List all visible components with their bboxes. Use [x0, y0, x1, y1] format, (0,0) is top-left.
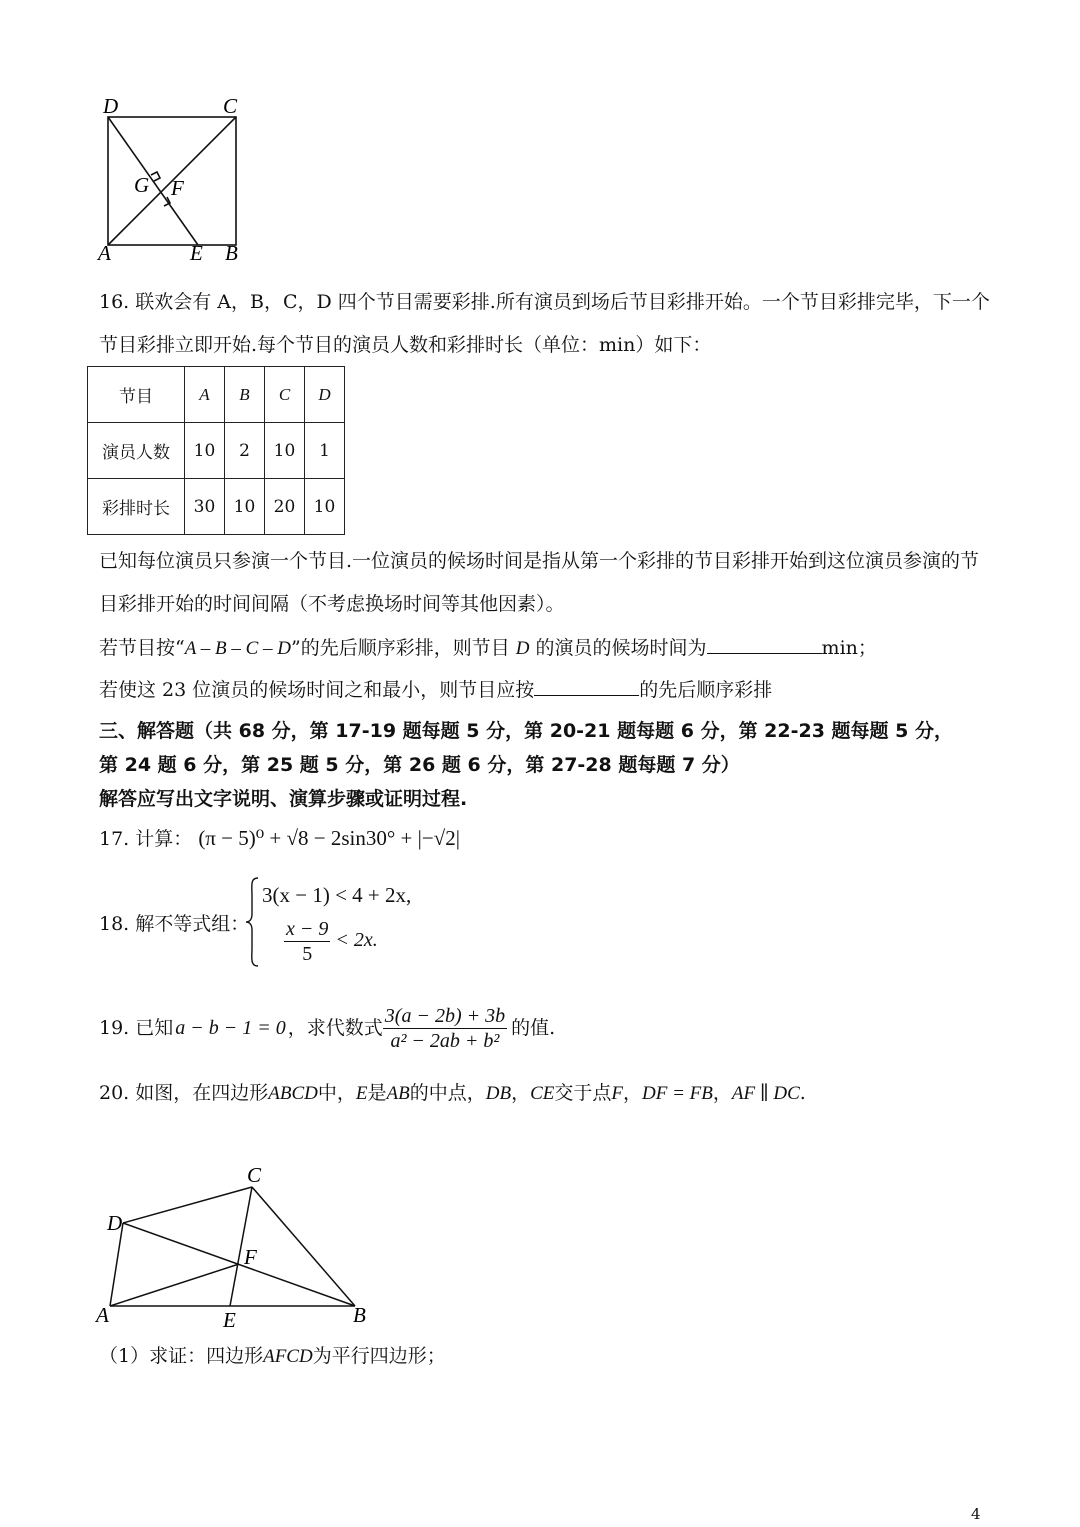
figure-quadrilateral	[95, 1160, 385, 1340]
label-a: A	[96, 1303, 109, 1327]
numerator: x − 9	[286, 918, 329, 940]
q17	[99, 826, 460, 851]
q18-inequality-1: 3(x − 1) < 4 + 2x,	[262, 883, 412, 907]
unit-text: min；	[821, 637, 877, 659]
q18-rhs: < 2x.	[335, 929, 378, 952]
text: 若节目按“	[99, 637, 185, 659]
table-cell: 节目	[88, 367, 185, 423]
table-cell: D	[305, 367, 345, 423]
label-g: G	[134, 173, 150, 197]
table-cell: C	[265, 367, 305, 423]
page-number: 4	[971, 1505, 981, 1523]
text: 中，	[317, 1082, 356, 1104]
table-row	[88, 423, 345, 479]
var: CE	[530, 1083, 555, 1104]
q18-inequality-2	[284, 917, 378, 966]
text: ，求代数式	[287, 1016, 383, 1039]
label-f: F	[171, 176, 184, 200]
text: 的值.	[511, 1016, 556, 1039]
q16-line3: 已知每位演员只参演一个节目.一位演员的候场时间是指从第一个彩排的节目彩排开始到这位演员参演的节	[99, 550, 980, 572]
segment-ad	[110, 1223, 123, 1306]
denominator: a² − 2ab + b²	[390, 1029, 500, 1052]
table-header-row	[88, 367, 345, 423]
numerator: 3(a − 2b) + 3b	[384, 1004, 506, 1027]
answer-blank-2[interactable]	[534, 677, 639, 696]
label-e: E	[190, 241, 203, 265]
table-cell: 10	[225, 479, 265, 535]
table-cell: A	[185, 367, 225, 423]
text: 的中点，	[409, 1082, 486, 1104]
label-c: C	[247, 1163, 262, 1187]
section3-title-2: 第 24 题 6 分，第 25 题 5 分，第 26 题 6 分，第 27-28 题每题 7 分）	[99, 754, 740, 776]
q16-question1	[99, 635, 877, 661]
label-a: A	[98, 241, 111, 265]
text: 20. 如图，在四边形	[99, 1082, 269, 1104]
q19	[99, 998, 555, 1058]
text: ，	[712, 1082, 732, 1104]
brace-icon	[244, 876, 262, 968]
table-row	[88, 479, 345, 535]
table-cell: 10	[265, 423, 305, 479]
q19-condition: a − b − 1 = 0	[175, 1017, 286, 1039]
label-f: F	[244, 1245, 257, 1269]
q20-statement	[99, 1082, 806, 1106]
text: 的先后顺序彩排	[639, 679, 773, 701]
q16-line2: 节目彩排立即开始.每个节目的演员人数和彩排时长（单位：min）如下：	[99, 334, 712, 356]
var: ABCD	[268, 1083, 318, 1104]
q17-label: 17. 计算：	[99, 828, 193, 850]
label-b: B	[225, 241, 238, 265]
var: AF ∥ DC	[731, 1083, 800, 1104]
q20-part1	[99, 1345, 446, 1369]
table-cell: 10	[185, 423, 225, 479]
segment-af	[110, 1264, 239, 1306]
label-e: E	[223, 1308, 236, 1332]
program-d: D	[515, 638, 530, 659]
label-d: D	[103, 95, 119, 118]
var: E	[355, 1083, 368, 1104]
segment-de	[108, 117, 198, 245]
q17-expression: (π − 5)⁰ + √8 − 2sin30° + |−√2|	[198, 826, 460, 850]
label-d: D	[107, 1211, 123, 1235]
text: ，	[623, 1082, 643, 1104]
section3-title-1: 三、解答题（共 68 分，第 17-19 题每题 5 分，第 20-21 题每题 6 分，第 22-23 题每题 5 分，	[99, 720, 954, 742]
q16-line1: 16. 联欢会有 A，B，C，D 四个节目需要彩排.所有演员到场后节目彩排开始。一个节目彩排完毕，下一个	[99, 291, 990, 313]
q19-label: 19. 已知	[99, 1016, 174, 1039]
var: F	[611, 1083, 623, 1104]
var: AFCD	[263, 1346, 313, 1367]
figure-square	[95, 95, 255, 270]
text: 为平行四边形；	[312, 1345, 446, 1367]
text: 若使这 23 位演员的候场时间之和最小，则节目应按	[99, 679, 535, 701]
order-expression: A – B – C – D	[184, 638, 291, 659]
var: DF = FB	[642, 1083, 713, 1104]
text: ”的先后顺序彩排，则节目	[290, 637, 510, 659]
text: （1）求证：四边形	[99, 1345, 264, 1367]
text: 的演员的候场时间为	[535, 637, 707, 659]
table-cell: 10	[305, 479, 345, 535]
label-b: B	[353, 1303, 366, 1327]
table-cell: 20	[265, 479, 305, 535]
text: 交于点	[554, 1082, 612, 1104]
text: .	[799, 1082, 806, 1104]
q18-label: 18. 解不等式组：	[99, 913, 250, 935]
segment-dc	[123, 1187, 252, 1223]
q19-fraction	[383, 1004, 507, 1053]
table-cell: 2	[225, 423, 265, 479]
table-cell: 演员人数	[88, 423, 185, 479]
table-cell: B	[225, 367, 265, 423]
text: 是	[367, 1082, 387, 1104]
section3-title-3: 解答应写出文字说明、演算步骤或证明过程.	[99, 788, 468, 810]
q16-question2	[99, 677, 772, 702]
q16-line4: 目彩排开始的时间间隔（不考虑换场时间等其他因素）。	[99, 593, 565, 615]
var: DB	[485, 1083, 512, 1104]
q18-fraction	[284, 917, 330, 966]
denominator: 5	[302, 943, 313, 965]
answer-blank-1[interactable]	[707, 635, 822, 654]
table-cell: 彩排时长	[88, 479, 185, 535]
text: ，	[511, 1082, 531, 1104]
rehearsal-table	[87, 366, 345, 535]
table-cell: 1	[305, 423, 345, 479]
table-cell: 30	[185, 479, 225, 535]
var: AB	[386, 1083, 410, 1104]
label-c: C	[223, 95, 238, 118]
